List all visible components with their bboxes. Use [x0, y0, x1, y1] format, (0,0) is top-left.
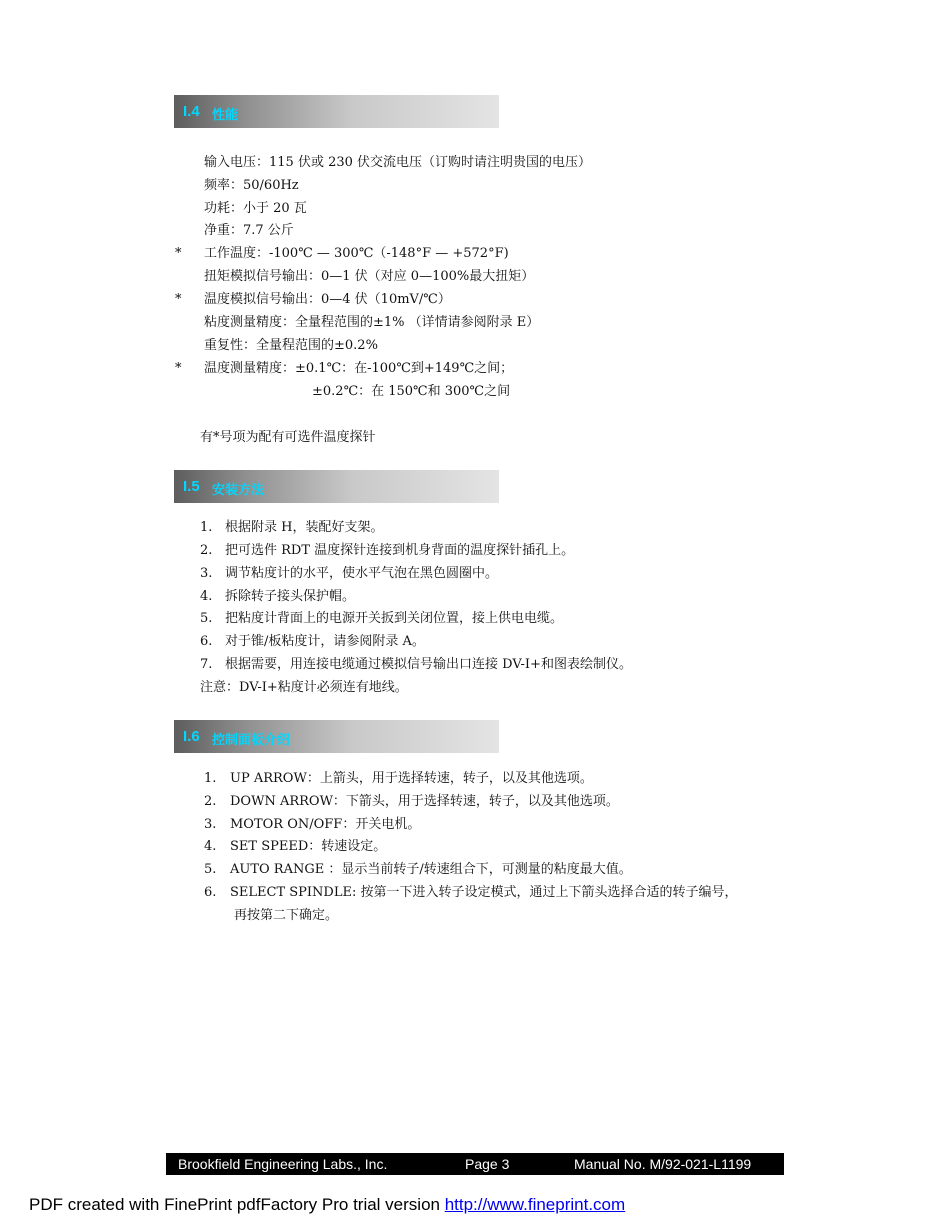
fineprint-link[interactable]: http://www.fineprint.com: [444, 1195, 626, 1214]
list-item: 根据附录 H，装配好支架。: [225, 520, 384, 535]
spec-line: 频率：50/60Hz: [204, 178, 299, 193]
list-number: 4.: [204, 839, 217, 854]
list-number: 5.: [200, 611, 213, 626]
list-number: 4.: [200, 589, 213, 604]
section-header-bar: [174, 95, 499, 128]
pdf-notice-text: PDF created with FinePrint pdfFactory Pro trial version: [29, 1195, 445, 1214]
asterisk-marker: *: [175, 361, 182, 376]
list-item: 拆除转子接头保护帽。: [225, 589, 356, 604]
list-item: AUTO RANGE ：显示当前转子/转速组合下，可测量的粘度最大值。: [230, 862, 632, 877]
footer-manual-number: Manual No. M/92-021-L1199: [574, 1156, 752, 1172]
note-text: 注意：DV-I+粘度计必须连有地线。: [200, 680, 408, 695]
list-number: 7.: [200, 657, 213, 672]
list-number: 3.: [204, 817, 217, 832]
list-item: 根据需要，用连接电缆通过模拟信号输出口连接 DV-I+和图表绘制仪。: [225, 657, 632, 672]
section-number: I.5: [183, 478, 200, 495]
spec-line: 扭矩模拟信号输出：0—1 伏（对应 0—100%最大扭矩）: [204, 269, 535, 284]
pdf-creator-notice: [29, 1195, 625, 1215]
list-item: 调节粘度计的水平，使水平气泡在黑色圆圈中。: [225, 566, 499, 581]
section-number: I.4: [183, 103, 200, 120]
footer-company: Brookfield Engineering Labs., Inc.: [178, 1156, 388, 1172]
note-text: 有*号项为配有可选件温度探针: [200, 430, 376, 445]
section-number: I.6: [183, 728, 200, 745]
list-item: 把可选件 RDT 温度探针连接到机身背面的温度探针插孔上。: [225, 543, 575, 558]
spec-line: 温度模拟信号输出：0—4 伏（10mV/℃）: [204, 292, 451, 307]
spec-line: ±0.2℃：在 150℃和 300℃之间: [312, 384, 511, 399]
footer-page-number: Page 3: [465, 1156, 510, 1172]
section-title: 安装方法: [212, 483, 265, 498]
list-number: 2.: [204, 794, 217, 809]
spec-line: 温度测量精度：±0.1℃：在-100℃到+149℃之间；: [204, 361, 514, 376]
spec-line: 重复性：全量程范围的±0.2%: [204, 338, 378, 353]
spec-line: 功耗：小于 20 瓦: [204, 201, 307, 216]
list-item: DOWN ARROW：下箭头，用于选择转速，转子，以及其他选项。: [230, 794, 619, 809]
page-footer: [166, 1153, 784, 1175]
list-item: UP ARROW：上箭头，用于选择转速，转子，以及其他选项。: [230, 771, 593, 786]
list-number: 3.: [200, 566, 213, 581]
spec-line: 净重：7.7 公斤: [204, 223, 294, 238]
list-number: 2.: [200, 543, 213, 558]
list-item-continuation: 再按第二下确定。: [234, 908, 339, 923]
list-item: SET SPEED：转速设定。: [230, 839, 387, 854]
list-number: 6.: [200, 634, 213, 649]
spec-line: 粘度测量精度：全量程范围的±1% （详情请参阅附录 E）: [204, 315, 540, 330]
list-item: 把粘度计背面上的电源开关扳到关闭位置，接上供电电缆。: [225, 611, 564, 626]
list-item: SELECT SPINDLE: 按第一下进入转子设定模式，通过上下箭头选择合适的转子编号，: [230, 885, 738, 900]
list-item: 对于锥/板粘度计，请参阅附录 A。: [225, 634, 425, 649]
asterisk-marker: *: [175, 246, 182, 261]
section-title: 控制面板介绍: [212, 733, 291, 748]
spec-line: 工作温度：-100℃ — 300℃（-148°F — +572°F): [204, 246, 509, 261]
list-number: 1.: [204, 771, 217, 786]
spec-line: 输入电压：115 伏或 230 伏交流电压（订购时请注明贵国的电压）: [204, 155, 592, 170]
section-title: 性能: [212, 108, 239, 123]
section-header-bar: [174, 470, 499, 503]
list-number: 5.: [204, 862, 217, 877]
asterisk-marker: *: [175, 292, 182, 307]
section-header-bar: [174, 720, 499, 753]
list-item: MOTOR ON/OFF：开关电机。: [230, 817, 421, 832]
list-number: 6.: [204, 885, 217, 900]
list-number: 1.: [200, 520, 213, 535]
